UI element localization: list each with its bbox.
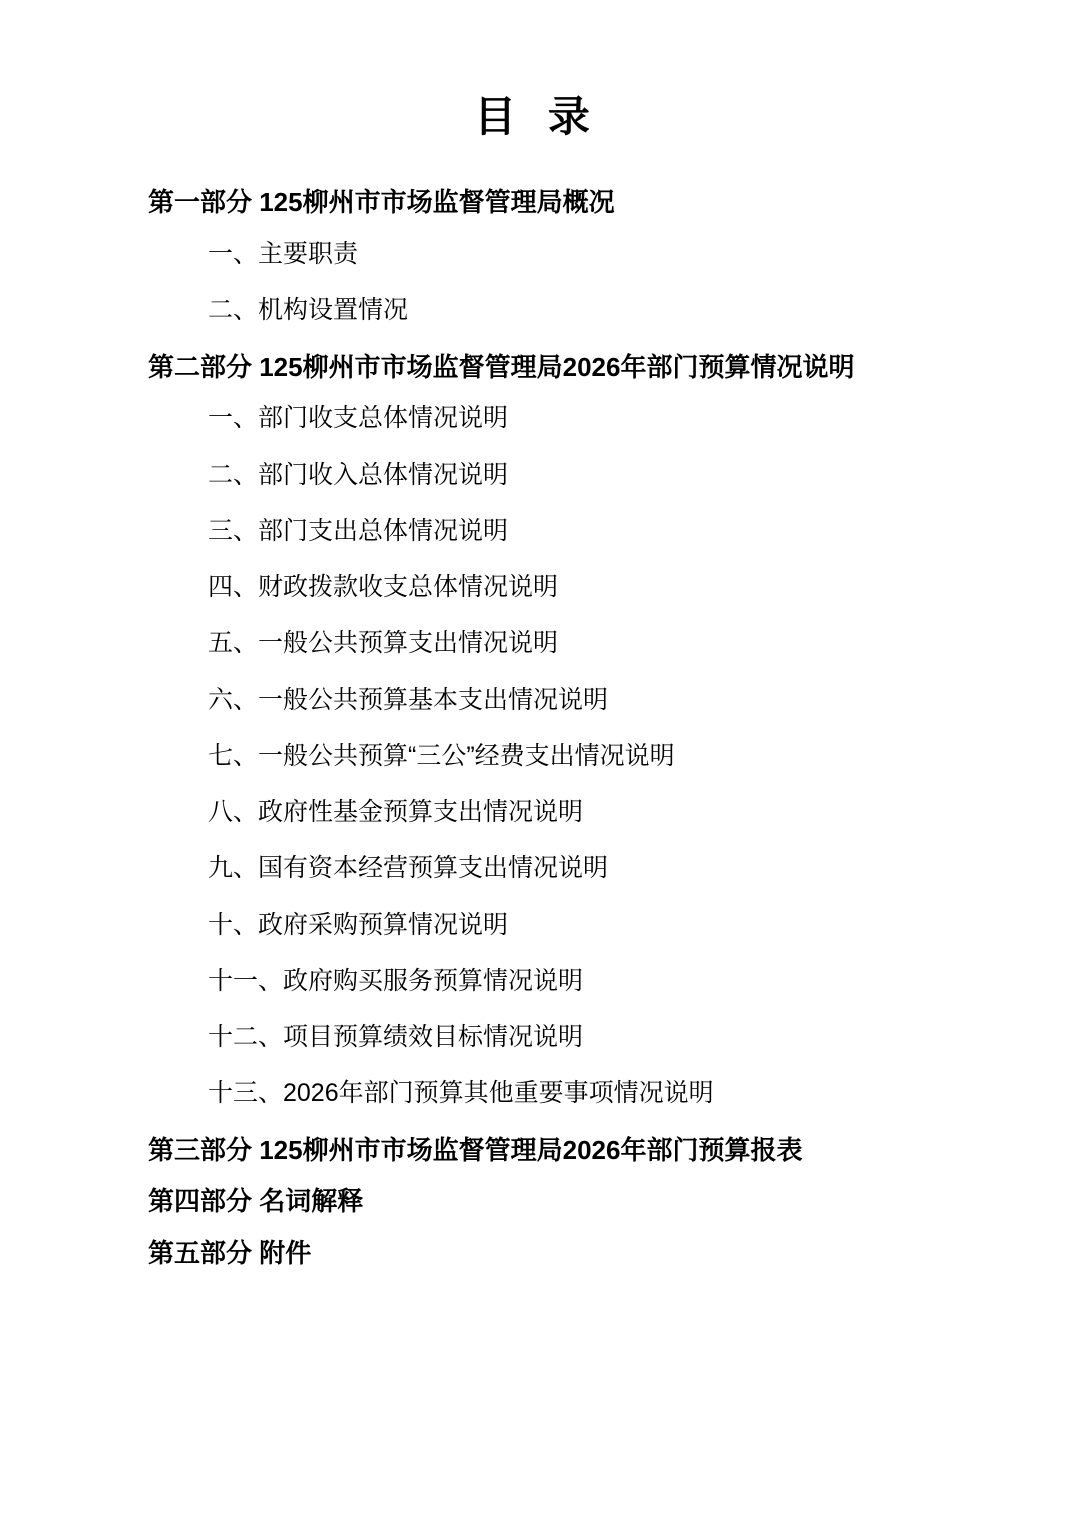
toc-sub-entry[interactable]: 一、主要职责 — [208, 240, 359, 269]
toc-sub-entry[interactable]: 二、部门收入总体情况说明 — [208, 460, 509, 489]
toc-sub-entry[interactable]: 三、部门支出总体情况说明 — [208, 516, 509, 545]
toc-sub-entry[interactable]: 七、一般公共预算“三公”经费支出情况说明 — [208, 741, 675, 770]
toc-sub-entry[interactable]: 五、一般公共预算支出情况说明 — [208, 629, 559, 658]
toc-sub-entry[interactable]: 一、部门收支总体情况说明 — [208, 404, 509, 433]
toc-part-entry[interactable]: 第三部分 125柳州市市场监督管理局2026年部门预算报表 — [148, 1134, 803, 1165]
page-title: 目 录 — [474, 93, 600, 140]
toc-sub-entry[interactable]: 十一、政府购买服务预算情况说明 — [208, 966, 584, 995]
toc-part-entry[interactable]: 第一部分 125柳州市市场监督管理局概况 — [148, 187, 615, 218]
toc-part-entry[interactable]: 第五部分 附件 — [148, 1237, 312, 1268]
toc-sub-entry[interactable]: 四、财政拨款收支总体情况说明 — [208, 573, 559, 602]
toc-sub-entry[interactable]: 六、一般公共预算基本支出情况说明 — [208, 685, 609, 714]
toc-sub-entry[interactable]: 十二、项目预算绩效目标情况说明 — [208, 1023, 584, 1052]
toc-sub-entry[interactable]: 十、政府采购预算情况说明 — [208, 910, 509, 939]
toc-sub-entry[interactable]: 八、政府性基金预算支出情况说明 — [208, 798, 584, 827]
toc-sub-entry[interactable]: 二、机构设置情况 — [208, 296, 409, 325]
toc-part-entry[interactable]: 第二部分 125柳州市市场监督管理局2026年部门预算情况说明 — [148, 351, 855, 382]
toc-sub-entry[interactable]: 九、国有资本经营预算支出情况说明 — [208, 854, 609, 883]
toc-part-entry[interactable]: 第四部分 名词解释 — [148, 1186, 364, 1217]
table-of-contents — [96, 184, 978, 1272]
toc-sub-entry[interactable]: 十三、2026年部门预算其他重要事项情况说明 — [208, 1079, 714, 1108]
